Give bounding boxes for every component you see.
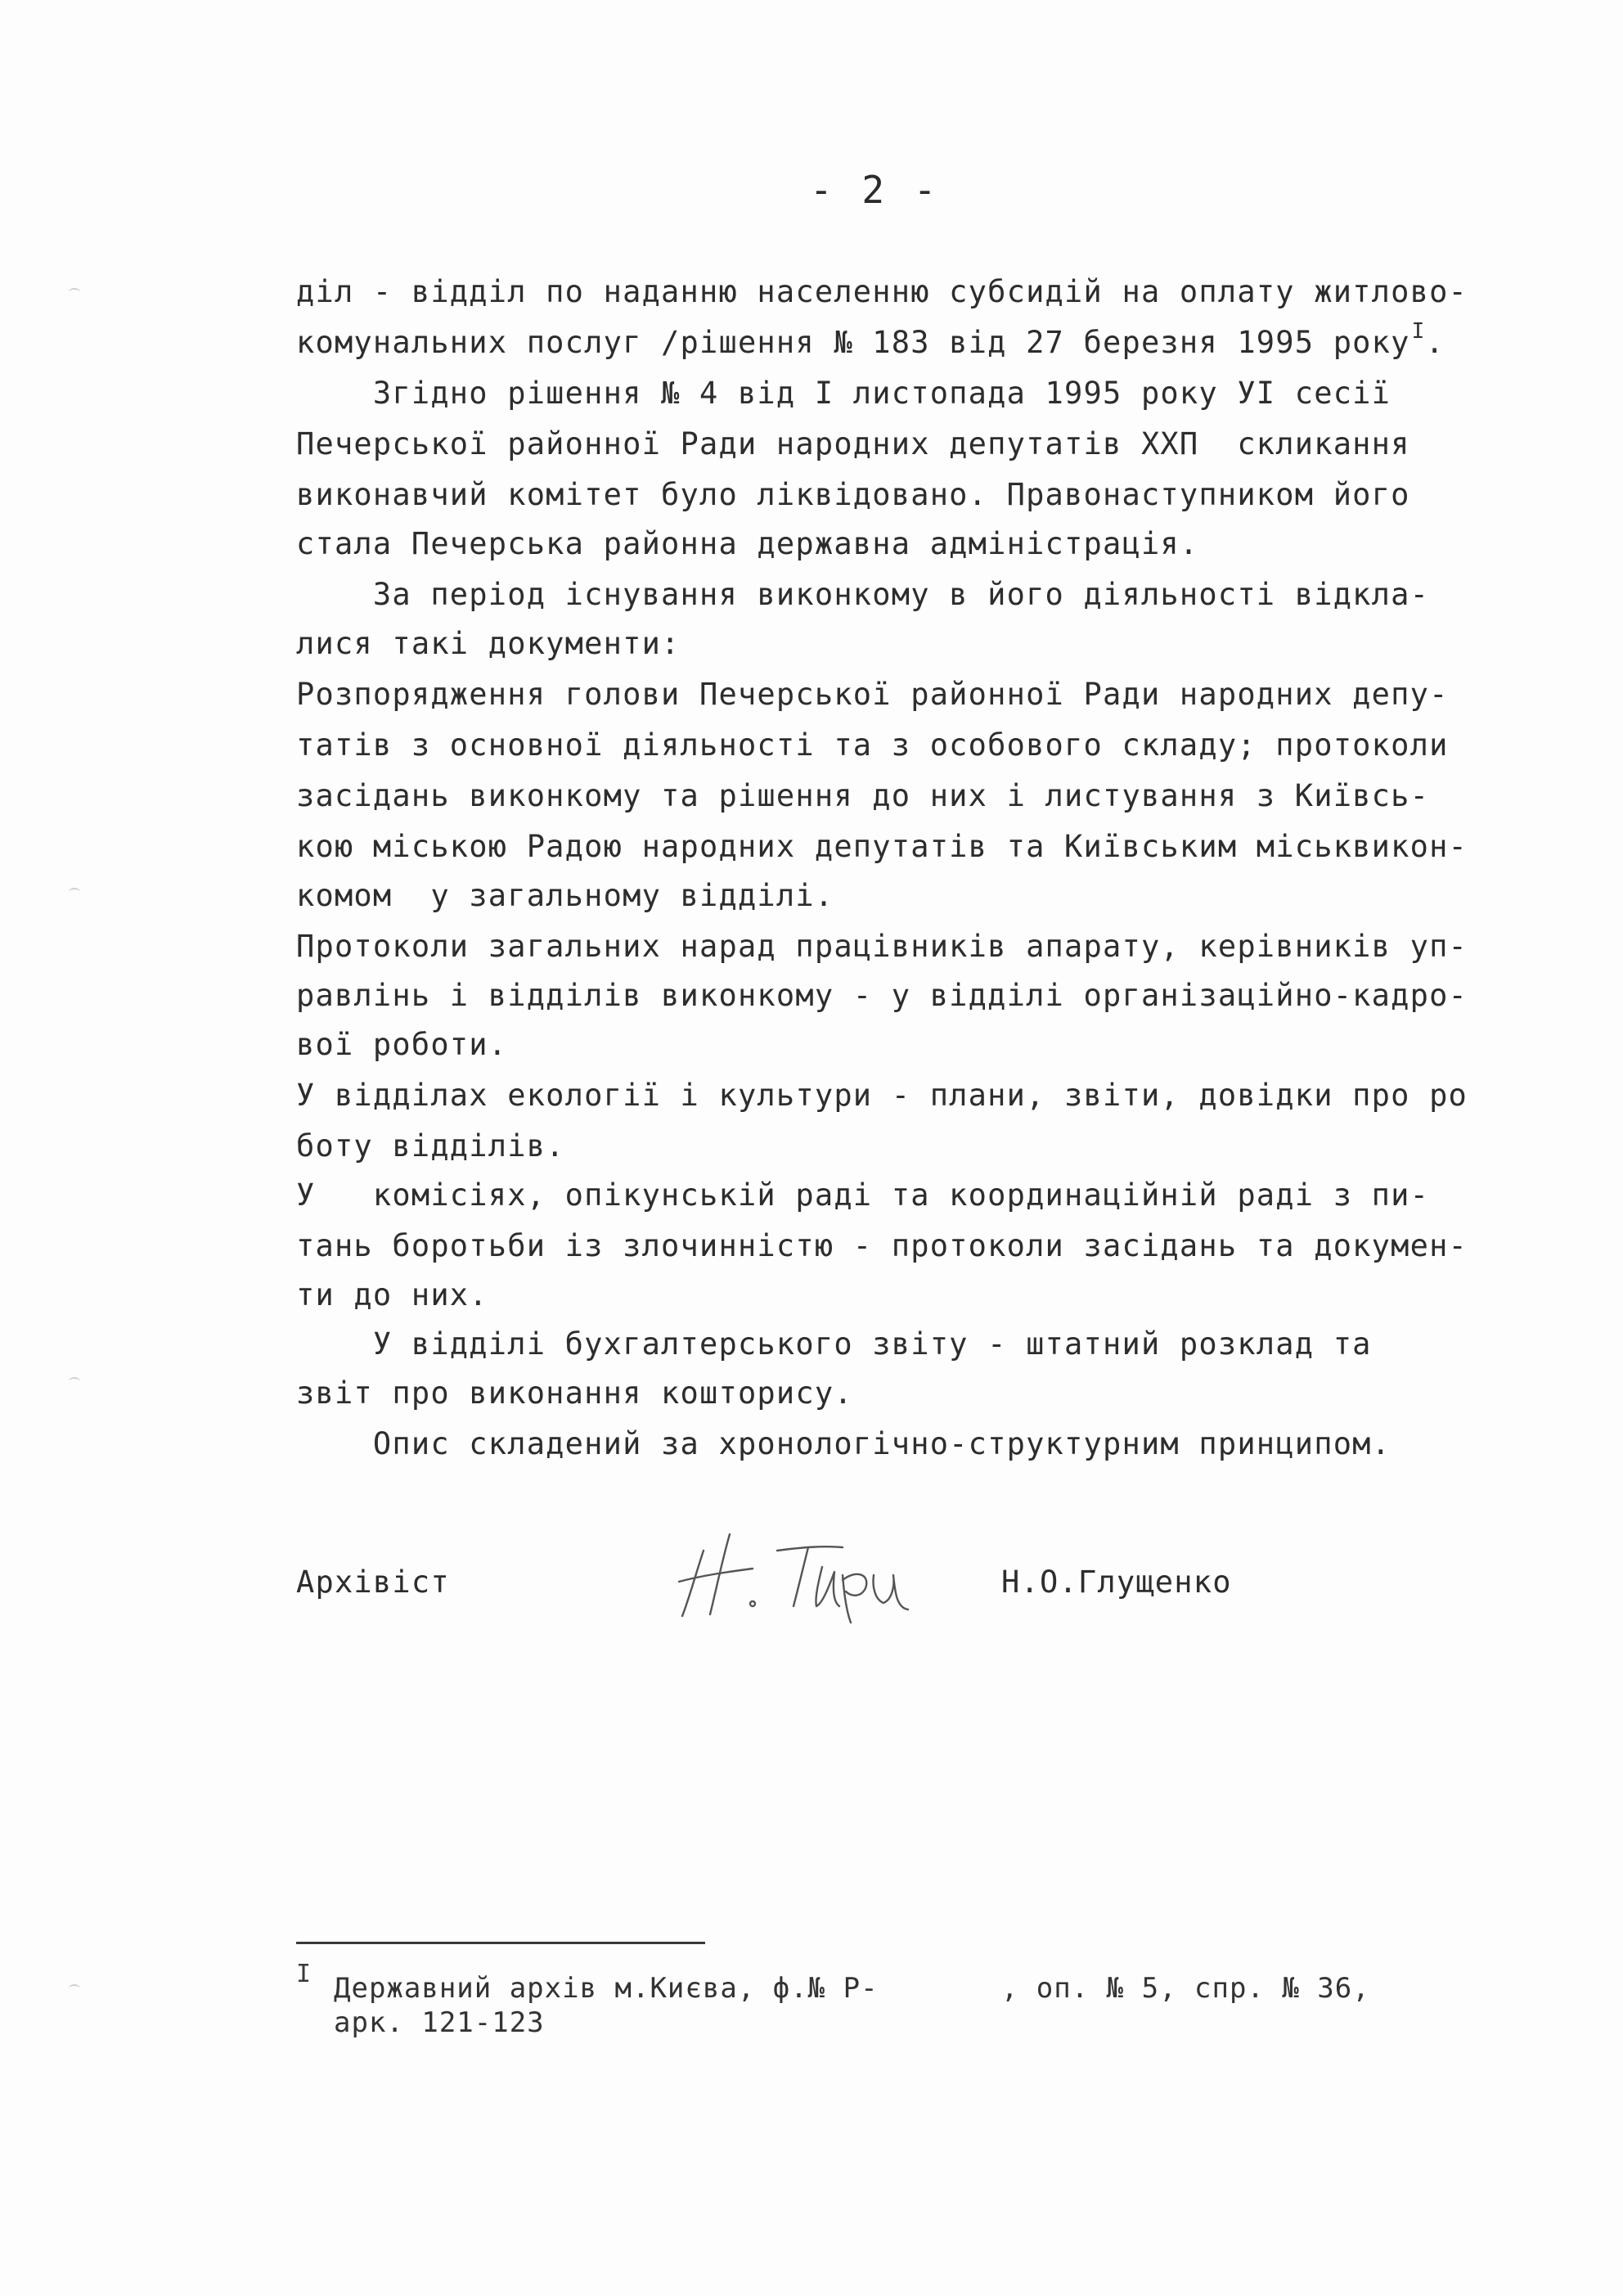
- body-line: діл - відділ по наданню населенню субсидій на оплату житлово-: [296, 274, 1468, 309]
- body-line: стала Печерська районна державна адміністрація.: [296, 526, 1199, 561]
- body-line: боту відділів.: [296, 1128, 565, 1164]
- body-line: Печерської районної Ради народних депутатів ХХП скликання: [296, 426, 1410, 461]
- body-line: татів з основної діяльності та з особового складу; протоколи: [296, 727, 1449, 763]
- body-line: комунальних послуг /рішення № 183 від 27 березня 1995 року$^I$.: [296, 319, 1445, 360]
- body-line: комом у загальному відділі.: [296, 878, 834, 913]
- signatory-name: Н.О.Глущенко: [1001, 1564, 1232, 1600]
- handwritten-signature: [671, 1518, 941, 1624]
- body-line: За період існування виконкому в його діяльності відкла-: [296, 577, 1430, 612]
- body-line: У комісіях, опікунській раді та координаційній раді з пи-: [296, 1177, 1430, 1213]
- body-line: лися такі документи:: [296, 626, 681, 661]
- footnote-text: Державний архів м.Києва, ф.№ Р- , оп. № 5, спр. № 36,: [334, 1972, 1370, 2005]
- punch-hole-mark: [69, 888, 80, 896]
- body-line: У відділі бухгалтерського звіту - штатний розклад та: [296, 1326, 1372, 1362]
- body-line: вої роботи.: [296, 1027, 508, 1062]
- body-line: кою міською Радою народних депутатів та Київським міськвикон-: [296, 829, 1468, 864]
- body-line: равлінь і відділів виконкому - у відділі організаційно-кадро-: [296, 978, 1468, 1013]
- body-line: ти до них.: [296, 1277, 488, 1312]
- body-line: засідань виконкому та рішення до них і листування з Київсь-: [296, 778, 1430, 813]
- body-line: тань боротьби із злочинністю - протоколи засідань та докумен-: [296, 1228, 1468, 1263]
- footnote-reference: I: [1411, 319, 1426, 344]
- signatory-title: Архівіст: [296, 1564, 450, 1600]
- body-line: виконавчий комітет було ліквідовано. Правонаступником його: [296, 477, 1410, 512]
- body-line: Розпорядження голови Печерської районної Ради народних депу-: [296, 677, 1449, 712]
- footnote-divider: [296, 1942, 705, 1944]
- footnote-text: арк. 121-123: [334, 2006, 545, 2039]
- body-line: У відділах екології і культури - плани, звіти, довідки про ро: [296, 1078, 1468, 1113]
- page-number: - 2 -: [810, 168, 940, 212]
- body-line: Згідно рішення № 4 від I листопада 1995 року УI сесії: [296, 376, 1391, 411]
- footnote-mark: I: [296, 1960, 312, 1988]
- punch-hole-mark: [69, 1984, 80, 1992]
- body-line: Протоколи загальних нарад працівників апарату, керівників уп-: [296, 929, 1468, 964]
- body-line: звіт про виконання кошторису.: [296, 1375, 853, 1411]
- punch-hole-mark: [69, 288, 80, 296]
- body-line: Опис складений за хронологічно-структурним принципом.: [296, 1426, 1391, 1461]
- punch-hole-mark: [69, 1377, 80, 1385]
